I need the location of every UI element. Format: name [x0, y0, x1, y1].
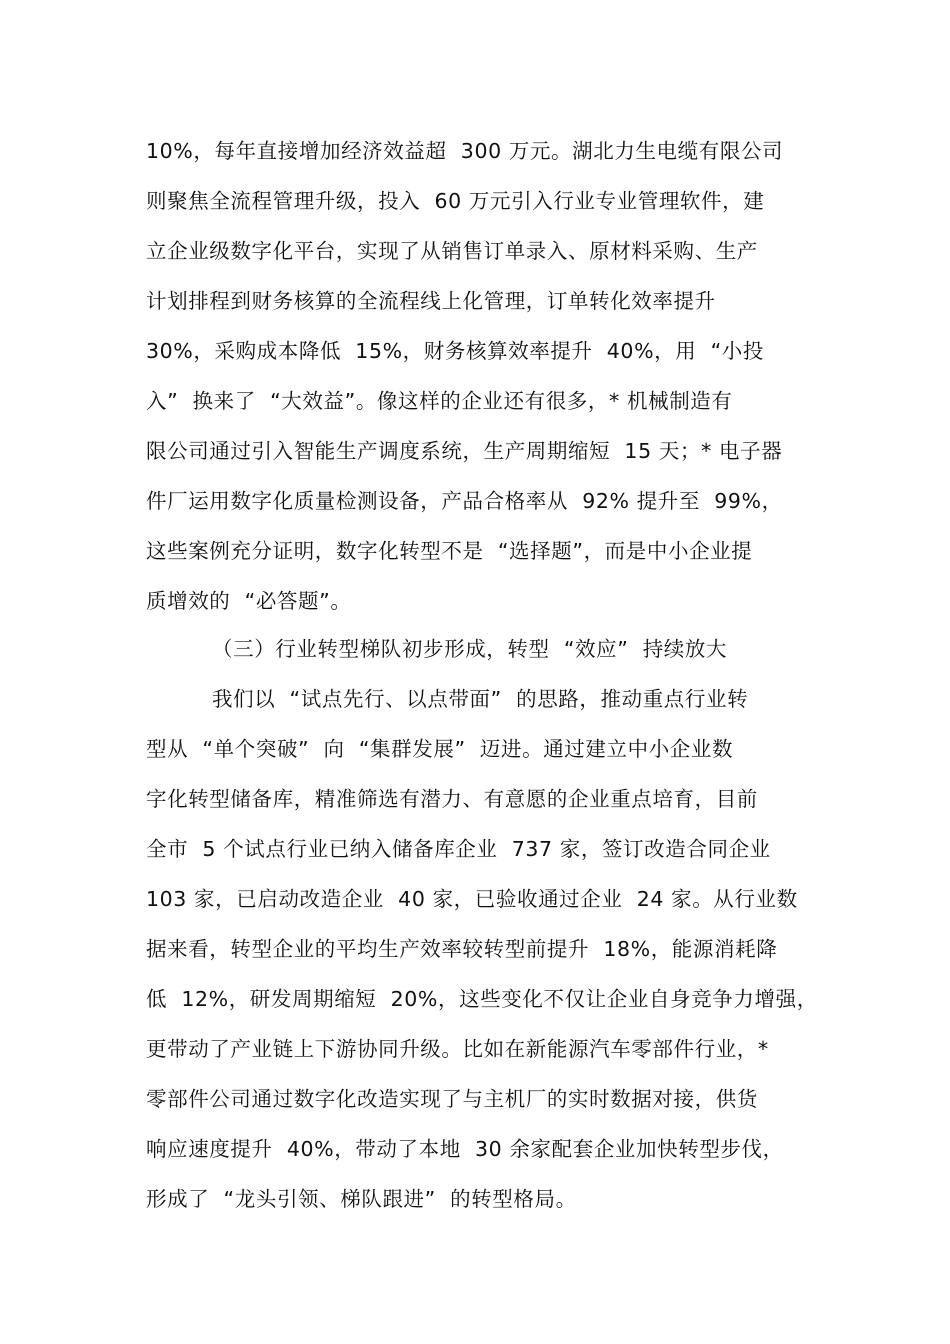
body-text-line: 字化转型储备库，精准筛选有潜力、有意愿的企业重点培育，目前 — [146, 787, 758, 811]
body-text-line: 则聚焦全流程管理升级，投入 60 万元引入行业专业管理软件，建 — [146, 189, 765, 213]
paragraph-first-line: 我们以 “试点先行、以点带面” 的思路，推动重点行业转 — [212, 687, 749, 711]
body-text-line: 立企业级数字化平台，实现了从销售订单录入、原材料采购、生产 — [146, 239, 758, 263]
body-text-line: 更带动了产业链上下游协同升级。比如在新能源汽车零部件行业，* — [146, 1037, 769, 1061]
body-text-line: 这些案例充分证明，数字化转型不是 “选择题”，而是中小企业提 — [146, 539, 753, 563]
body-text-line: 零部件公司通过数字化改造实现了与主机厂的实时数据对接，供货 — [146, 1087, 758, 1111]
body-text-line: 计划排程到财务核算的全流程线上化管理，订单转化效率提升 — [146, 289, 716, 313]
body-text-line: 103 家，已启动改造企业 40 家，已验收通过企业 24 家。从行业数 — [146, 887, 798, 911]
body-text-line: 全市 5 个试点行业已纳入储备库企业 737 家，签订改造合同企业 — [146, 837, 771, 861]
body-text-line: 限公司通过引入智能生产调度系统，生产周期缩短 15 天；* 电子器 — [146, 439, 783, 463]
body-text-line: 质增效的 “必答题”。 — [146, 589, 352, 613]
body-text-line: 低 12%，研发周期缩短 20%，这些变化不仅让企业自身竞争力增强， — [146, 987, 818, 1011]
body-text-line: 件厂运用数字化质量检测设备，产品合格率从 92% 提升至 99%， — [146, 489, 783, 513]
body-text-line: 10%，每年直接增加经济效益超 300 万元。湖北力生电缆有限公司 — [146, 139, 784, 163]
body-text-line: 30%，采购成本降低 15%，财务核算效率提升 40%，用 “小投 — [146, 339, 765, 363]
body-text-line: 响应速度提升 40%，带动了本地 30 余家配套企业加快转型步伐， — [146, 1137, 784, 1161]
body-text-line: 型从 “单个突破” 向 “集群发展” 迈进。通过建立中小企业数 — [146, 737, 734, 761]
body-text-line: 据来看，转型企业的平均生产效率较转型前提升 18%，能源消耗降 — [146, 937, 778, 961]
section-heading: （三）行业转型梯队初步形成，转型 “效应” 持续放大 — [212, 637, 728, 661]
body-text-line: 形成了 “龙头引领、梯队跟进” 的转型格局。 — [146, 1187, 577, 1211]
body-text-line: 入” 换来了 “大效益”。像这样的企业还有很多，* 机械制造有 — [146, 389, 733, 413]
